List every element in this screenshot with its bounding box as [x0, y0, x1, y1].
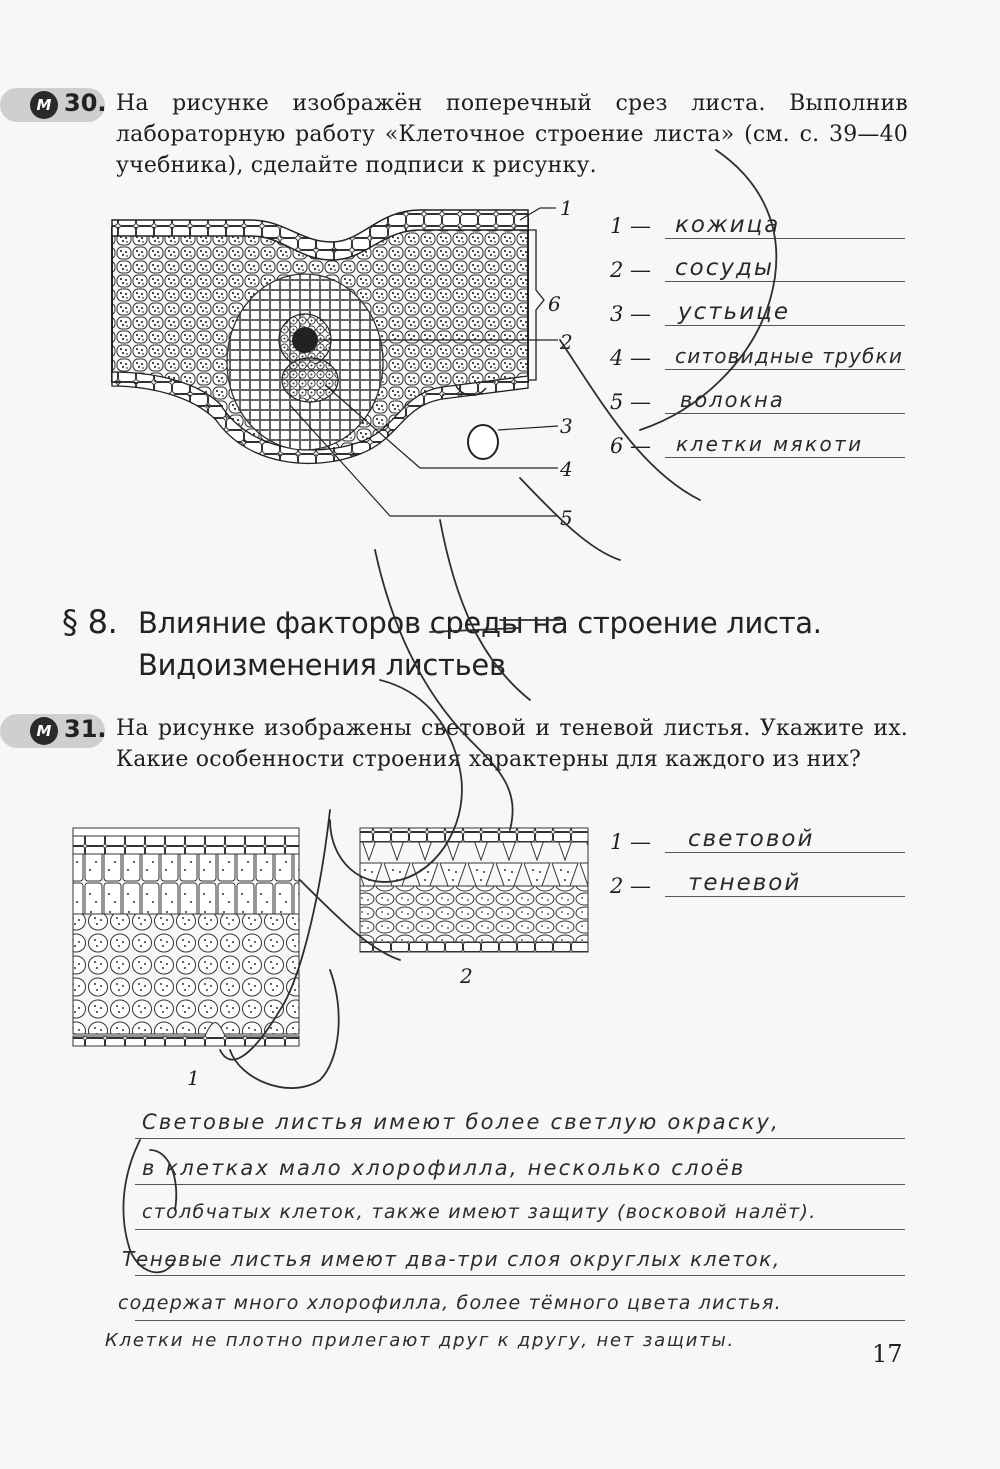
- leaf-cross-section-figure: [100, 190, 580, 530]
- shade-leaf-figure: [355, 822, 595, 957]
- method-marker-icon: М: [30, 91, 58, 119]
- task-31-number: 31.: [64, 715, 107, 743]
- task-31-text: На рисунке изображены световой и теневой листья. Укажите их. Какие особенности строения характерны для каждого из них?: [116, 716, 908, 772]
- answer-line: [665, 238, 905, 239]
- answer-number: 2 —: [610, 874, 652, 898]
- page-number: 17: [872, 1340, 903, 1368]
- figure-label-4: 4: [560, 457, 573, 481]
- answer-field[interactable]: клетки мякоти: [676, 432, 864, 456]
- writing-line: [135, 1138, 905, 1139]
- figure-label-5: 5: [560, 506, 573, 530]
- light-leaf-figure: [65, 822, 305, 1057]
- figure-label-6: 6: [548, 292, 561, 316]
- answer-field[interactable]: световой: [688, 826, 815, 852]
- writing-line: [135, 1275, 905, 1276]
- answer-line: [665, 281, 905, 282]
- section-title-line-2: Видоизменения листьев: [138, 648, 506, 682]
- answer-field[interactable]: теневой: [688, 870, 802, 896]
- answer-field[interactable]: волокна: [680, 388, 785, 412]
- task-30-text: На рисунке изображён поперечный срез листа. Выполнив лабораторную работу «Клеточное строение листа» (см. с. 39—40 учебника), сделайте подписи к рисунку.: [116, 91, 908, 178]
- figure-label-2: 2: [560, 330, 573, 354]
- answer-field[interactable]: кожица: [675, 212, 781, 238]
- shade-leaf-figure-label: 2: [460, 964, 473, 988]
- answer-line: [665, 325, 905, 326]
- answer-line: [665, 896, 905, 897]
- answer-line: [665, 369, 905, 370]
- answer-number: 1 —: [610, 214, 652, 238]
- handwritten-answer-line[interactable]: столбчатых клеток, также имеют защиту (восковой налёт).: [142, 1201, 817, 1223]
- section-number: § 8.: [62, 603, 118, 641]
- answer-number: 3 —: [610, 302, 652, 326]
- answer-field[interactable]: сосуды: [675, 255, 775, 281]
- answer-line: [665, 413, 905, 414]
- task-30-number: 30.: [64, 89, 107, 117]
- answer-line: [665, 852, 905, 853]
- writing-line: [135, 1229, 905, 1230]
- handwritten-answer-line[interactable]: в клетках мало хлорофилла, несколько слоёв: [142, 1156, 746, 1180]
- handwritten-answer-line[interactable]: Теневые листья имеют два-три слоя округлых клеток,: [122, 1247, 781, 1271]
- writing-line: [135, 1320, 905, 1321]
- answer-field[interactable]: ситовидные трубки: [675, 344, 904, 368]
- handwritten-answer-line[interactable]: содержат много хлорофилла, более тёмного цвета листья.: [118, 1292, 782, 1314]
- light-leaf-figure-label: 1: [187, 1066, 200, 1090]
- figure-label-1: 1: [560, 196, 573, 220]
- answer-number: 6 —: [610, 434, 652, 458]
- method-marker-icon: М: [30, 717, 58, 745]
- answer-number: 1 —: [610, 830, 652, 854]
- handwritten-answer-line[interactable]: Клетки не плотно прилегают друг к другу, нет защиты.: [105, 1330, 735, 1351]
- handwritten-answer-line[interactable]: Световые листья имеют более светлую окраску,: [142, 1110, 781, 1134]
- figure-label-3: 3: [560, 414, 573, 438]
- answer-number: 4 —: [610, 346, 652, 370]
- section-title-line-1: Влияние факторов среды на строение листа.: [138, 606, 822, 640]
- answer-line: [665, 457, 905, 458]
- answer-field[interactable]: устьице: [678, 299, 790, 325]
- answer-number: 2 —: [610, 258, 652, 282]
- answer-number: 5 —: [610, 390, 652, 414]
- writing-line: [135, 1184, 905, 1185]
